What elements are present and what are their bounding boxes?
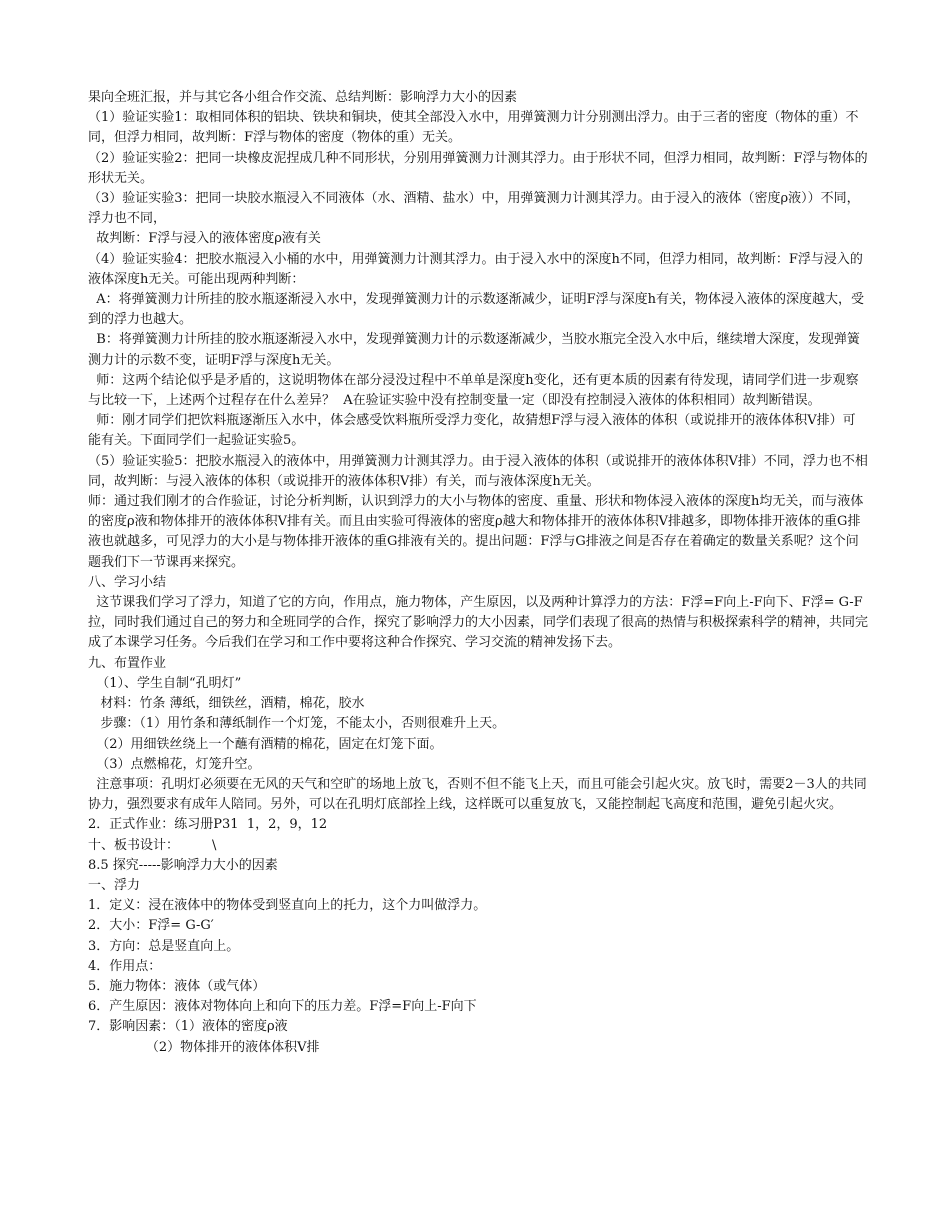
board-item-magnitude: 2．大小：F浮= G-G′ xyxy=(88,918,214,934)
homework-step-2: （2）用细铁丝绕上一个蘸有酒精的棉花，固定在灯笼下面。 xyxy=(88,736,443,752)
board-item-factors-1: 7．影响因素：（1）液体的密度ρ液 xyxy=(88,1019,288,1035)
homework-notes: 注意事项：孔明灯必须要在无风的天气和空旷的场地上放飞，否则不但不能飞上天，而且可能会引起火灾。放飞时，需要2－3人的共同协力，强烈要求有成年人陪同。另外，可以在孔明灯底部拴上线，这样既可以重复放飞，又能控制起飞高度和范围，避免引起火灾。 xyxy=(88,776,867,813)
homework-step-3: （3）点燃棉花，灯笼升空。 xyxy=(88,756,261,772)
paragraph-experiment-4: （4）验证实验4：把胶水瓶浸入小桶的水中，用弹簧测力计测其浮力。由于浸入水中的深度h不同，但浮力相同，故判断：F浮与浸入的液体深度h无关。可能出现两种判断： xyxy=(88,251,863,287)
homework-materials: 材料：竹条 薄纸，细铁丝，酒精，棉花，胶水 xyxy=(88,696,365,712)
paragraph-judgement-b: B：将弹簧测力计所挂的胶水瓶逐渐浸入水中，发现弹簧测力计的示数逐渐减少，当胶水瓶完全没入水中后，继续增大深度，发现弹簧测力计的示数不变，证明F浮与深度h无关。 xyxy=(88,332,860,368)
homework-item-1: （1）、学生自制“孔明灯” xyxy=(88,675,242,691)
paragraph-report-intro: 果向全班汇报，并与其它各小组合作交流、总结判断：影响浮力大小的因素 xyxy=(88,90,518,105)
heading-board-design: 十、板书设计： \ xyxy=(88,837,217,853)
paragraph-teacher-remark-1: 师：这两个结论似乎是矛盾的，这说明物体在部分浸没过程中不单单是深度h变化，还有更本质的因素有待发现，请同学们进一步观察与比较一下，上述两个过程存在什么差异？ A在验证实验中没有控制变量一定（即没有控制浸入液体的体积相同）故判断错误。 xyxy=(88,372,859,409)
paragraph-judgement-a: A：将弹簧测力计所挂的胶水瓶逐渐浸入水中，发现弹簧测力计的示数逐渐减少，证明F浮与深度h有关，物体浸入液体的深度越大，受到的浮力也越大。 xyxy=(88,292,865,328)
paragraph-experiment-3-conclusion: 故判断：F浮与浸入的液体密度ρ液有关 xyxy=(88,231,321,247)
board-item-factors-2: （2）物体排开的液体体积V排 xyxy=(88,1039,320,1055)
board-item-definition: 1．定义：浸在液体中的物体受到竖直向上的托力，这个力叫做浮力。 xyxy=(88,898,487,914)
board-item-applier: 5．施力物体：液体（或气体） xyxy=(88,978,266,994)
heading-summary: 八、学习小结 xyxy=(88,574,167,590)
heading-homework: 九、布置作业 xyxy=(88,655,167,671)
paragraph-teacher-remark-2: 师：刚才同学们把饮料瓶逐渐压入水中，体会感受饮料瓶所受浮力变化，故猜想F浮与浸入液体的体积（或说排开的液体体积V排）可能有关。下面同学们一起验证实验5。 xyxy=(88,413,856,449)
homework-formal: 2．正式作业：练习册P31 1，2，9，12 xyxy=(88,817,328,833)
board-item-direction: 3．方向：总是竖直向上。 xyxy=(88,938,240,954)
paragraph-summary: 这节课我们学习了浮力，知道了它的方向，作用点，施力物体，产生原因，以及两种计算浮力的方法：F浮=F向上-F向下、F浮= G-F拉，同时我们通过自己的努力和全班同学的合作，探究了影响浮力的大小因素，同学们表现了很高的热情与积极探索科学的精神，共同完成了本课学习任务。今后我们在学习和工作中要将这种合作探究、学习交流的精神发扬下去。 xyxy=(88,595,869,651)
board-item-cause: 6．产生原因：液体对物体向上和向下的压力差。F浮=F向上-F向下 xyxy=(88,999,477,1015)
board-section-buoyancy: 一、浮力 xyxy=(88,877,141,893)
homework-step-1: 步骤：（1）用竹条和薄纸制作一个灯笼，不能太小，否则很难升上天。 xyxy=(88,716,506,732)
paragraph-experiment-2: （2）验证实验2：把同一块橡皮泥捏成几种不同形状，分别用弹簧测力计测其浮力。由于形状不同，但浮力相同，故判断：F浮与物体的形状无关。 xyxy=(88,150,868,186)
board-item-point: 4．作用点： xyxy=(88,958,162,974)
paragraph-experiment-1: （1）验证实验1：取相同体积的铝块、铁块和铜块，使其全部没入水中，用弹簧测力计分别测出浮力。由于三者的密度（物体的重）不同，但浮力相同，故判断：F浮与物体的密度（物体的重）无关。 xyxy=(88,110,859,146)
paragraph-teacher-summary: 师：通过我们刚才的合作验证，讨论分析判断，认识到浮力的大小与物体的密度、重量、形状和物体浸入液体的深度h均无关，而与液体的密度ρ液和物体排开的液体体积V排有关。而且由实验可得液体的密度ρ越大和物体排开的液体体积V排越多，即物体排开液体的重G排液也就越多，可见浮力的大小是与物体排开液体的重G排液有关的。提出问题：F浮与G排液之间是否存在着确定的数量关系呢？这个问题我们下一节课再来探究。 xyxy=(88,494,864,570)
board-title: 8.5 探究-----影响浮力大小的因素 xyxy=(88,857,278,873)
paragraph-experiment-3: （3）验证实验3：把同一块胶水瓶浸入不同液体（水、酒精、盐水）中，用弹簧测力计测其浮力。由于浸入的液体（密度ρ液））不同，浮力也不同， xyxy=(88,191,860,227)
paragraph-experiment-5: （5）验证实验5：把胶水瓶浸入的液体中，用弹簧测力计测其浮力。由于浸入液体的体积（或说排开的液体体积V排）不同，浮力也不相同，故判断：与浸入液体的体积（或说排开的液体体积V排）有关，而与液体深度h无关。 xyxy=(88,453,868,489)
document-page xyxy=(88,88,868,1058)
